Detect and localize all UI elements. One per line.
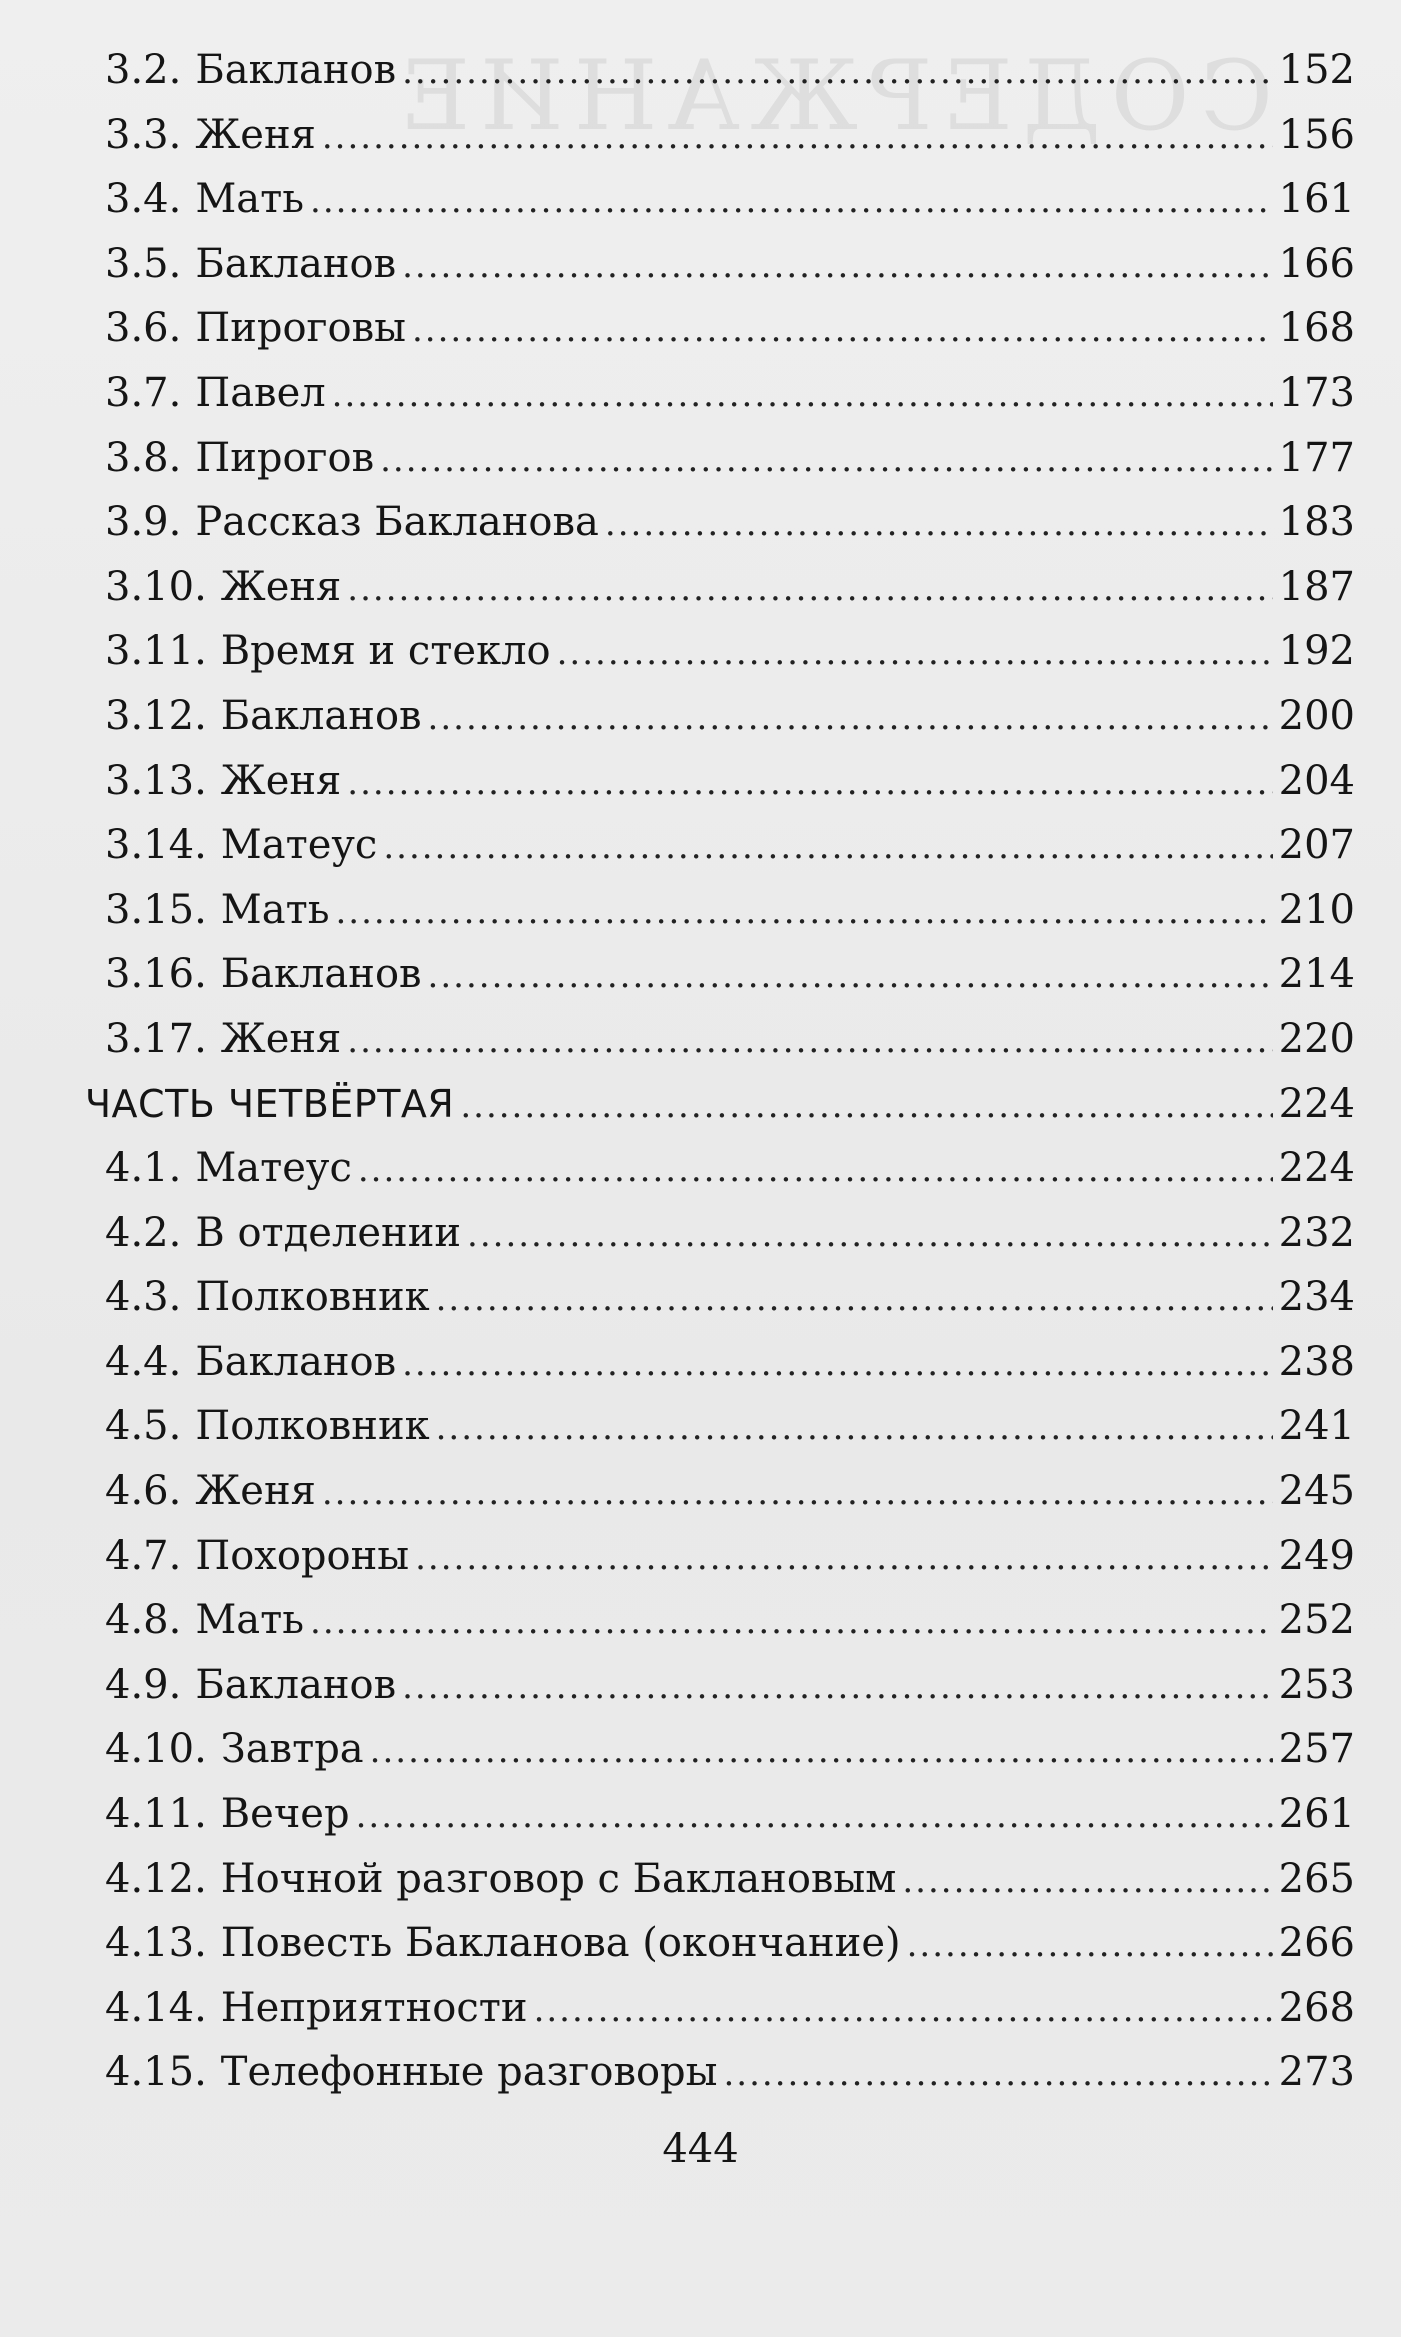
toc-entry-number: 3.4. [105,176,182,223]
toc-entry-page: 214 [1278,951,1355,998]
dot-leader [402,1655,1273,1719]
toc-entry-title: Бакланов [195,1661,397,1708]
toc-entry [100,555,1355,620]
toc-entry-page: 204 [1278,757,1355,804]
toc-entry-page: 187 [1278,563,1355,610]
toc-entry [100,1007,1355,1072]
toc-entry-number: 3.16. [105,951,207,998]
toc-entry [100,1588,1355,1653]
toc-entry-page: 177 [1278,434,1355,481]
toc-entry-title: Бакланов [195,240,397,287]
toc-entry [100,1136,1355,1201]
toc-entry [100,38,1355,103]
toc-entry-title: В отделении [195,1209,462,1256]
toc-entry-title: Рассказ Бакланова [195,499,599,546]
toc-entry [100,2040,1355,2105]
toc-entry [100,1911,1355,1976]
toc-entry-number: 4.6. [105,1468,182,1515]
toc-entry [100,878,1355,943]
dot-leader [724,2042,1273,2106]
toc-part-heading [85,1072,1355,1137]
toc-entry-page: 245 [1278,1468,1355,1515]
show-through-text: СОДЕРЖАНИЕ [390,40,1273,152]
toc-entry-page: 265 [1278,1855,1355,1902]
toc-entry-number: 4.5. [105,1403,182,1450]
toc-entry-number: 3.9. [105,499,182,546]
toc-entry-number: 4.9. [105,1661,182,1708]
dot-leader [347,751,1272,815]
toc-entry-title: Женя [195,1468,316,1515]
table-of-contents [85,38,1355,2105]
toc-entry-title: Матеус [195,1145,352,1192]
toc-entry [100,619,1355,684]
toc-entry-page: 249 [1278,1532,1355,1579]
dot-leader [380,428,1273,492]
toc-entry-page: 266 [1278,1920,1355,1967]
toc-entry [100,1330,1355,1395]
toc-entry-page: 173 [1278,369,1355,416]
toc-entry [100,1524,1355,1589]
toc-entry-title: Повесть Бакланова (окончание) [220,1920,901,1967]
dot-leader [402,40,1273,104]
toc-entry-title: Женя [220,563,342,610]
dot-leader [605,492,1273,556]
toc-entry-title: Пироговы [195,305,406,352]
toc-entry-number: 4.14. [105,1984,207,2031]
toc-entry-title: Мать [195,176,305,223]
dot-leader [336,880,1273,944]
toc-entry-number: 4.2. [105,1209,182,1256]
toc-entry-title: Женя [220,1015,342,1062]
toc-entry-number: 4.13. [105,1920,207,1967]
toc-entry [100,296,1355,361]
toc-entry-page: 156 [1278,111,1355,158]
toc-entry-title: Бакланов [195,1338,397,1385]
toc-entry-number: 3.13. [105,757,207,804]
toc-entry-number: 3.2. [105,47,182,93]
dot-leader [467,1203,1273,1267]
toc-entry-title: Время и стекло [220,628,551,675]
dot-leader [370,1719,1273,1783]
toc-entry-title: Бакланов [220,951,422,998]
toc-entry-page: 183 [1278,499,1355,546]
toc-entry-page: 234 [1278,1274,1355,1321]
toc-entry [100,1782,1355,1847]
toc-entry-page: 232 [1278,1209,1355,1256]
toc-entry-title: Телефонные разговоры [220,2049,718,2096]
toc-entry-title: Полковник [195,1403,430,1450]
toc-entry-title: Женя [195,111,316,158]
toc-entry-page: 152 [1278,47,1355,93]
dot-leader [310,1590,1273,1654]
toc-entry-page: 192 [1278,628,1355,675]
toc-entry-number: 3.6. [105,305,182,352]
toc-entry [100,1201,1355,1266]
toc-entry-page: 241 [1278,1403,1355,1450]
toc-entry-number: 4.7. [105,1532,182,1579]
toc-entry-title: Мать [220,886,330,933]
dot-leader [907,1913,1273,1977]
dot-leader [332,363,1273,427]
toc-entry-number: 3.5. [105,240,182,287]
toc-entry [100,1653,1355,1718]
toc-entry [100,426,1355,491]
toc-entry-title: Мать [195,1597,305,1644]
toc-entry-title: Бакланов [195,47,397,93]
toc-entry-page: 220 [1278,1015,1355,1062]
toc-entry-number: 4.11. [105,1791,207,1838]
toc-entry [100,1459,1355,1524]
dot-leader [557,621,1273,685]
dot-leader [534,1978,1273,2042]
toc-entry-number: 4.4. [105,1338,182,1385]
toc-entry-page: 166 [1278,240,1355,287]
toc-entry-title: Похороны [195,1532,410,1579]
dot-leader [322,1461,1273,1525]
toc-entry-title: Бакланов [220,692,422,739]
dot-leader [402,234,1273,298]
toc-entry-number: 3.11. [105,628,207,675]
toc-entry-title: Ночной разговор с Баклановым [220,1855,897,1902]
toc-entry-page: 257 [1278,1726,1355,1773]
toc-entry-number: 3.10. [105,563,207,610]
toc-entry-number: 4.10. [105,1726,207,1773]
dot-leader [436,1396,1273,1460]
toc-entry-title: Женя [220,757,342,804]
dot-leader [428,944,1273,1008]
dot-leader [358,1138,1273,1202]
toc-entry-number: 3.7. [105,369,182,416]
toc-entry-page: 210 [1278,886,1355,933]
dot-leader [383,815,1272,879]
toc-entry [100,749,1355,814]
toc-entry-page: 207 [1278,822,1355,869]
toc-entry-number: 3.3. [105,111,182,158]
toc-entry-page: 224 [1278,1080,1355,1127]
toc-entry-title: Павел [195,369,326,416]
toc-entry-number: 4.12. [105,1855,207,1902]
toc-entry-number: 4.15. [105,2049,207,2096]
dot-leader [412,298,1273,362]
page-number: 444 [662,2126,739,2172]
toc-entry-page: 168 [1278,305,1355,352]
dot-leader [428,686,1273,750]
toc-entry-title: Матеус [220,822,378,869]
toc-entry-page: 253 [1278,1661,1355,1708]
toc-entry-page: 273 [1278,2049,1355,2096]
toc-entry [100,1847,1355,1912]
toc-entry-page: 224 [1278,1145,1355,1192]
dot-leader [310,169,1273,233]
toc-entry-number: 3.12. [105,692,207,739]
toc-entry-number: 4.1. [105,1145,182,1192]
toc-entry [100,1394,1355,1459]
toc-entry [100,684,1355,749]
toc-entry-page: 252 [1278,1597,1355,1644]
toc-entry-number: 3.15. [105,886,207,933]
toc-entry-number: 3.14. [105,822,207,869]
toc-entry-title: Пирогов [195,434,375,481]
dot-leader [415,1526,1273,1590]
toc-entry-page: 161 [1278,176,1355,223]
toc-entry-title: Неприятности [220,1984,528,2031]
dot-leader [436,1267,1273,1331]
toc-entry-page: 200 [1278,692,1355,739]
dot-leader [322,105,1273,169]
toc-entry [100,490,1355,555]
toc-entry-title: ЧАСТЬ ЧЕТВЁРТАЯ [85,1081,455,1126]
toc-entry [100,1976,1355,2041]
toc-entry-page: 268 [1278,1984,1355,2031]
toc-entry [100,232,1355,297]
toc-entry-page: 238 [1278,1338,1355,1385]
toc-entry [100,1265,1355,1330]
toc-entry [100,103,1355,168]
dot-leader [402,1332,1273,1396]
toc-entry-number: 4.8. [105,1597,182,1644]
dot-leader [460,1074,1272,1138]
toc-entry [100,813,1355,878]
dot-leader [902,1849,1272,1913]
toc-entry-title: Полковник [195,1274,430,1321]
toc-entry [100,942,1355,1007]
toc-entry-number: 4.3. [105,1274,182,1321]
toc-entry-page: 261 [1278,1791,1355,1838]
dot-leader [347,1009,1272,1073]
dot-leader [356,1784,1273,1848]
toc-entry-title: Завтра [220,1726,364,1773]
toc-entry [100,361,1355,426]
toc-entry-number: 3.8. [105,434,182,481]
toc-entry-number: 3.17. [105,1015,207,1062]
dot-leader [347,557,1272,621]
toc-entry [100,1717,1355,1782]
toc-entry-title: Вечер [220,1791,350,1838]
toc-entry [100,167,1355,232]
